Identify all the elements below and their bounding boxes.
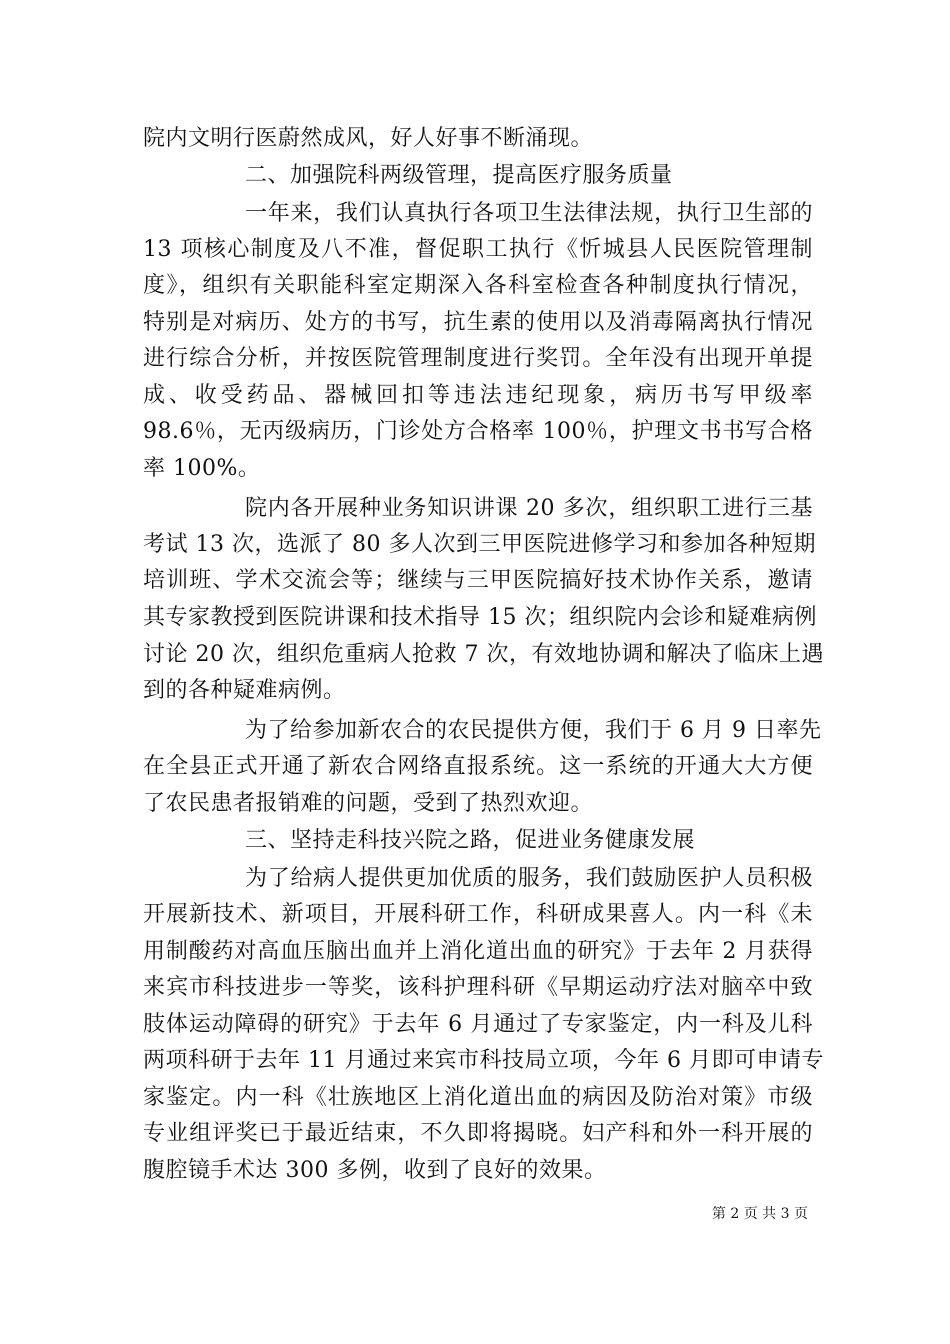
text-line: 考试 13 次，选派了 80 多人次到三甲医院进修学习和参加各种短期 [143, 532, 816, 557]
text-line: 进行综合分析，并按医院管理制度进行奖罚。全年没有出现开单提 [143, 346, 813, 371]
text-line: 开展新技术、新项目，开展科研工作，科研成果喜人。内一科《未 [143, 902, 813, 927]
section-heading: 二、加强院科两级管理，提高医疗服务质量 [245, 163, 673, 188]
text-line: 用制酸药对高血压脑出血并上消化道出血的研究》于去年 2 月获得 [143, 939, 813, 964]
text-line: 专业组评奖已于最近结束，不久即将揭晓。妇产科和外一科开展的 [143, 1121, 813, 1146]
text-line: 院内各开展种业务知识讲课 20 多次，组织职工进行三基 [245, 496, 813, 521]
text-line: 家鉴定。内一科《壮族地区上消化道出血的病因及防治对策》市级 [143, 1085, 813, 1110]
text-line: 在全县正式开通了新农合网络直报系统。这一系统的开通大大方便 [143, 754, 813, 779]
section-heading: 三、坚持走科技兴院之路，促进业务健康发展 [245, 828, 696, 853]
text-line: 为了给参加新农合的农民提供方便，我们于 6 月 9 日率先 [245, 718, 822, 743]
text-line: 其专家教授到医院讲课和技术指导 15 次；组织院内会诊和疑难病例 [143, 605, 817, 630]
text-line: 13 项核心制度及八不准，督促职工执行《忻城县人民医院管理制 [143, 237, 813, 262]
text-line: 腹腔镜手术达 300 多例，收到了良好的效果。 [143, 1158, 607, 1183]
text-line: 讨论 20 次，组织危重病人抢救 7 次，有效地协调和解决了临床上遇 [143, 642, 824, 667]
text-line: 肢体运动障碍的研究》于去年 6 月通过了专家鉴定，内一科及儿科 [143, 1012, 813, 1037]
text-line: 为了给病人提供更加优质的服务，我们鼓励医护人员积极 [245, 866, 813, 891]
text-line: 成、收受药品、器械回扣等违法违纪现象，病历书写甲级率 [143, 383, 813, 408]
text-line: 培训班、学术交流会等；继续与三甲医院搞好技术协作关系，邀请 [143, 568, 813, 593]
text-line: 率 100%。 [143, 456, 261, 481]
text-line: 两项科研于去年 11 月通过来宾市科技局立项，今年 6 月即可申请专 [143, 1048, 824, 1073]
text-line: 了农民患者报销难的问题，受到了热烈欢迎。 [143, 791, 594, 816]
text-line: 院内文明行医蔚然成风，好人好事不断涌现。 [143, 126, 594, 151]
text-line: 98.6％，无丙级病历，门诊处方合格率 100％，护理文书书写合格 [143, 419, 813, 444]
text-line: 特别是对病历、处方的书写，抗生素的使用以及消毒隔离执行情况 [143, 310, 813, 335]
text-line: 到的各种疑难病例。 [143, 678, 346, 703]
text-line: 一年来，我们认真执行各项卫生法律法规，执行卫生部的 [245, 201, 813, 226]
text-line: 来宾市科技进步一等奖，该科护理科研《早期运动疗法对脑卒中致 [143, 975, 813, 1000]
page-number-footer: 第 2 页 共 3 页 [711, 1206, 808, 1222]
text-line: 度》，组织有关职能科室定期深入各科室检查各种制度执行情况， [143, 273, 813, 298]
